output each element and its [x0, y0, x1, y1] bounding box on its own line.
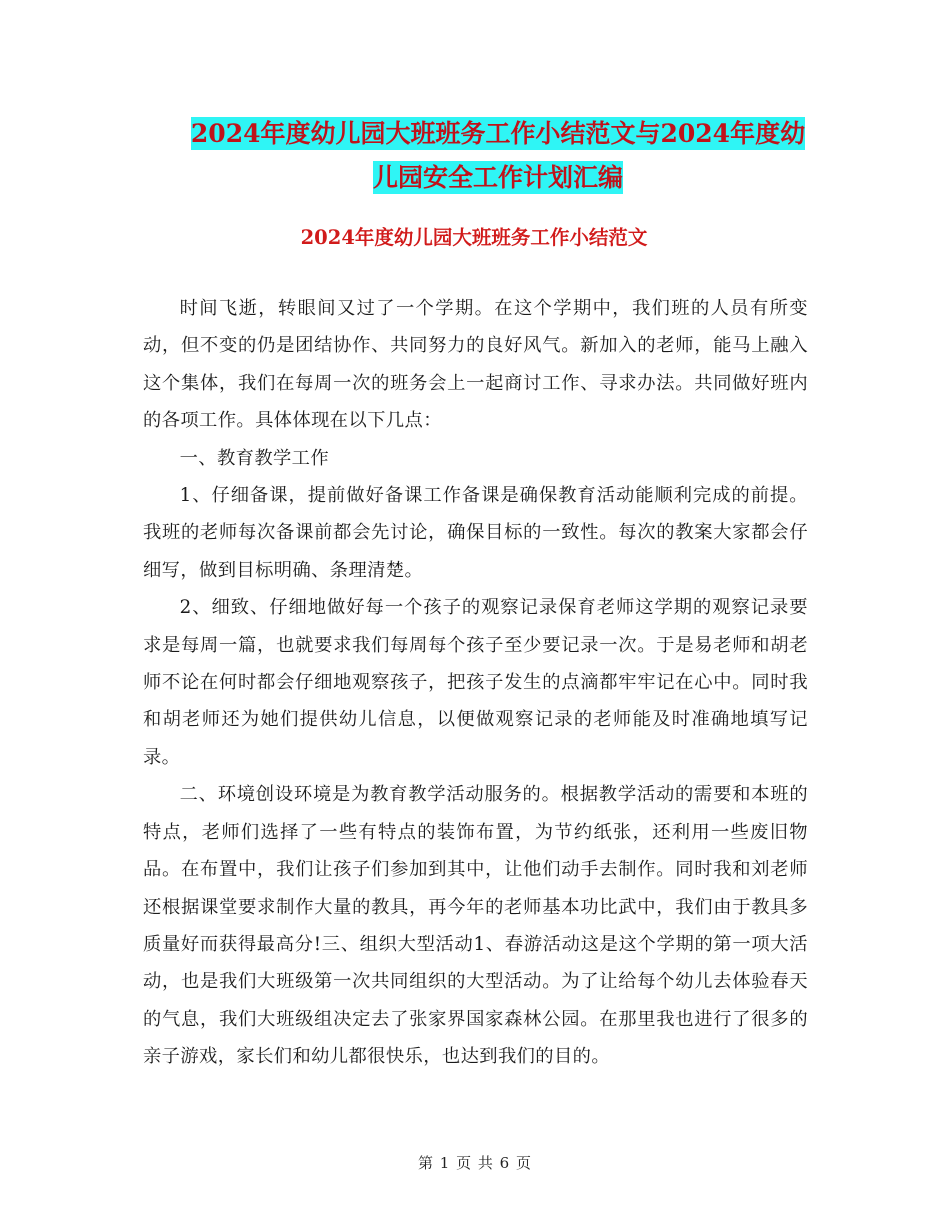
section-title: 2024年度幼儿园大班班务工作小结范文 — [300, 226, 648, 249]
paragraph-intro: 时间飞逝，转眼间又过了一个学期。在这个学期中，我们班的人员有所变动，但不变的仍是团结协作、共同努力的良好风气。新加入的老师，能马上融入这个集体，我们在每周一次的班务会上一起商讨工作、寻求办法。共同做好班内的各项工作。具体体现在以下几点： — [143, 298, 808, 432]
document-body — [143, 290, 808, 1076]
document-title — [143, 112, 853, 200]
paragraph-heading-teaching: 一、教育教学工作 — [179, 447, 330, 469]
page-footer: 第 1 页 共 6 页 — [418, 1154, 532, 1172]
paragraph-lesson-prep: 1、仔细备课，提前做好备课工作备课是确保教育活动能顺利完成的前提。我班的老师每次备课前都会先讨论，确保目标的一致性。每次的教案大家都会仔细写，做到目标明确、条理清楚。 — [143, 485, 808, 581]
paragraph-observation: 2、细致、仔细地做好每一个孩子的观察记录保育老师这学期的观察记录要求是每周一篇，也就要求我们每周每个孩子至少要记录一次。于是易老师和胡老师不论在何时都会仔细地观察孩子，把孩子发生的点滴都牢牢记在心中。同时我和胡老师还为她们提供幼儿信息，以便做观察记录的老师能及时准确地填写记录。 — [143, 597, 808, 768]
paragraph-environment: 二、环境创设环境是为教育教学活动服务的。根据教学活动的需要和本班的特点，老师们选择了一些有特点的装饰布置，为节约纸张，还利用一些废旧物品。在布置中，我们让孩子们参加到其中，让他们动手去制作。同时我和刘老师还根据课堂要求制作大量的教具，再今年的老师基本功比武中，我们由于教具多质量好而获得最高分!三、组织大型活动1、春游活动这是这个学期的第一项大活动，也是我们大班级第一次共同组织的大型活动。为了让给每个幼儿去体验春天的气息，我们大班级组决定去了张家界国家森林公园。在那里我也进行了很多的亲子游戏，家长们和幼儿都很快乐，也达到我们的目的。 — [143, 784, 808, 1068]
document-title-line-1: 2024年度幼儿园大班班务工作小结范文与2024年度幼 — [190, 119, 806, 148]
document-title-line-2: 儿园安全工作计划汇编 — [372, 163, 623, 192]
